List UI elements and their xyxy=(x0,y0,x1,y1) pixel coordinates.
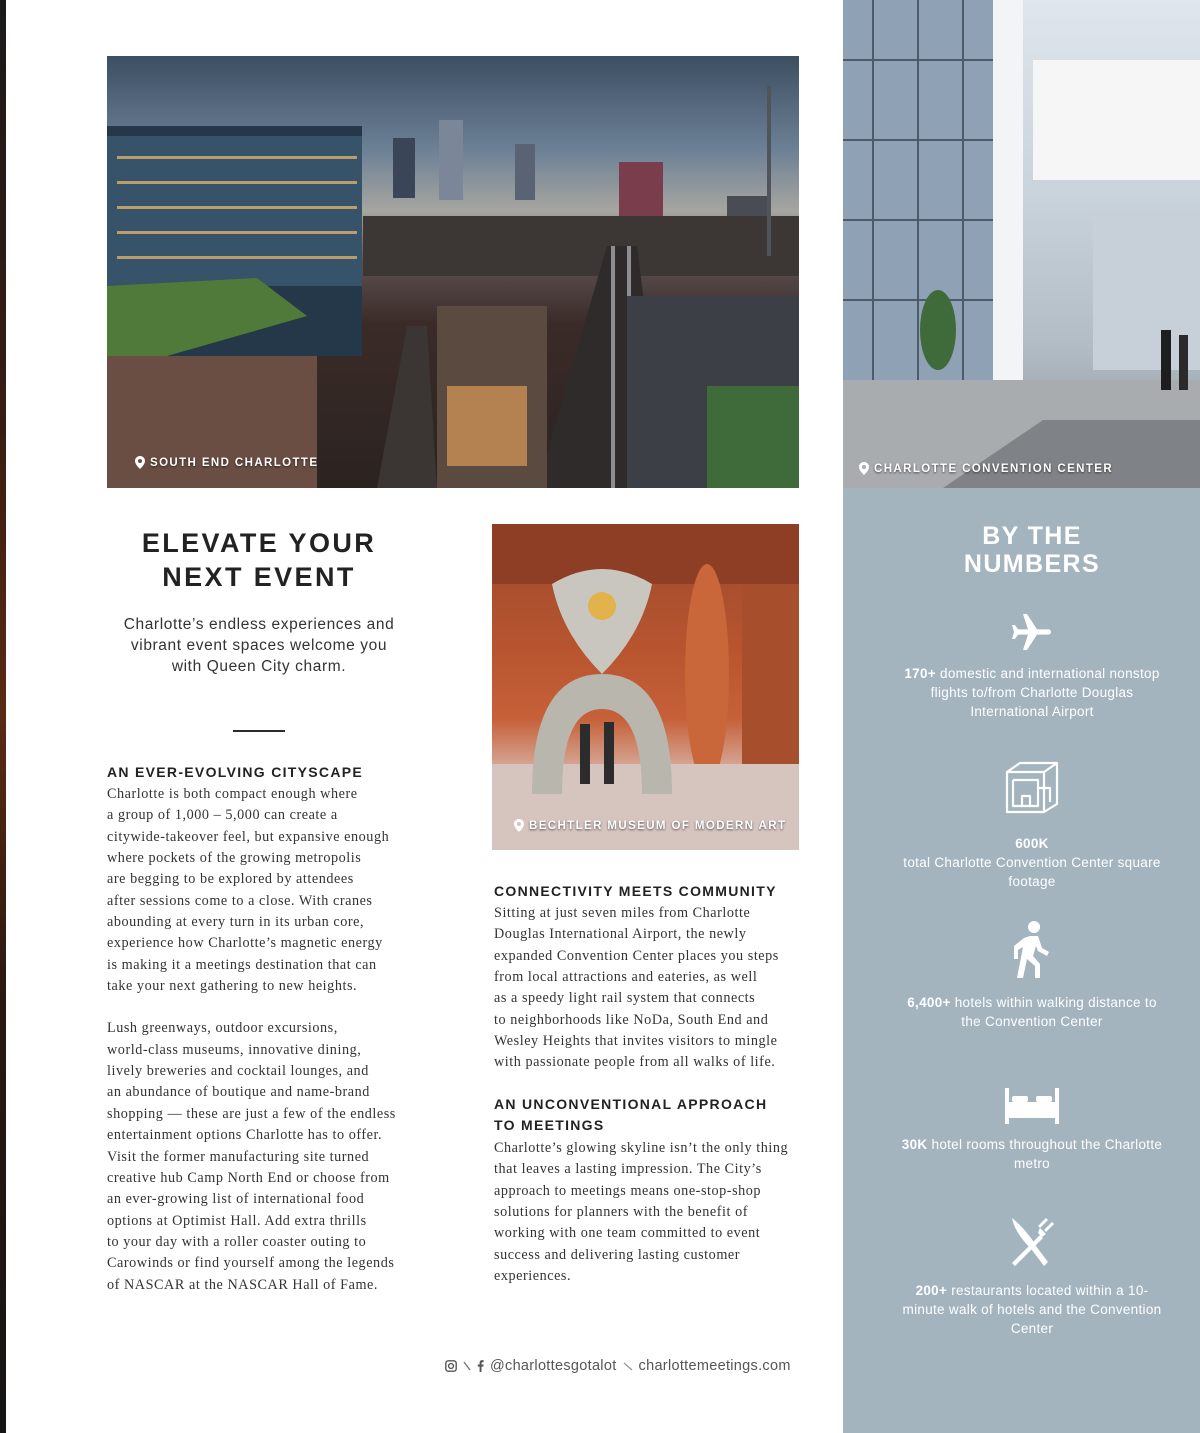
sidebar-title xyxy=(843,522,1200,578)
website-link[interactable]: charlottemeetings.com xyxy=(638,1358,791,1374)
connectivity-paragraph: Sitting at just seven miles from Charlotte Douglas International Airport, the newly expanded Convention Center places you steps from local attractions and eateries, as well as a speedy light rail system that connects to neighborhoods like NoDa, South End and Wesley Heights that invites visitors to mingle with passionate people from all walks of life. xyxy=(494,905,779,1071)
museum-photo-caption xyxy=(514,819,786,832)
convention-photo-caption xyxy=(859,462,1113,475)
stat-restaurants xyxy=(900,1281,1164,1338)
facebook-icon[interactable] xyxy=(477,1360,484,1372)
stat-hotels-text: hotels within walking distance to the Convention Center xyxy=(950,995,1157,1029)
walking-person-icon xyxy=(1014,920,1050,978)
stat-flights xyxy=(900,664,1164,721)
separator-icon xyxy=(623,1361,633,1371)
sidebar-title-line-2: NUMBERS xyxy=(963,550,1101,578)
cityscape-paragraph-1: Charlotte is both compact enough where a group of 1,000 – 5,000 can create a citywide-takeover feel, but expansive enough where pockets of the growing metropolis are begging to be explored by attendees after sessions come to a close. With cranes abounding at every turn in its urban core, experience how Charlotte’s magnetic energy is making it a meetings destination that can take your next gathering to new heights. xyxy=(107,786,390,995)
connectivity-heading: CONNECTIVITY MEETS COMMUNITY xyxy=(494,883,777,899)
south-end-skyline-photo xyxy=(107,56,799,488)
approach-body xyxy=(494,1138,814,1287)
bechtler-museum-photo xyxy=(492,524,799,850)
stat-restaurants-value: 200+ xyxy=(915,1283,948,1298)
cityscape-body xyxy=(107,784,427,1296)
stat-hotels-value: 6,400+ xyxy=(907,995,951,1010)
stat-restaurants-text: restaurants located within a 10-minute walk of hotels and the Convention Center xyxy=(902,1283,1162,1336)
cityscape-paragraph-2: Lush greenways, outdoor excursions, world-class museums, innovative dining, lively breweries and cocktail lounges, and an abundance of boutique and name-brand shopping — these are just a few of the endless entertainment options Charlotte has to offer. Visit the former manufacturing site turned creative hub Camp North End or choose from an ever-growing list of international food options at Optimist Hall. Add extra thrills to your day with a roller coaster outing to Carowinds or find yourself among the legends of NASCAR at the NASCAR Hall of Fame. xyxy=(107,1020,396,1293)
fork-knife-icon xyxy=(1006,1216,1058,1268)
bed-icon xyxy=(1004,1087,1060,1125)
location-pin-icon xyxy=(514,819,524,832)
approach-paragraph: Charlotte’s glowing skyline isn’t the only thing that leaves a lasting impression. The City’s approach to meetings means one-stop-shop solutions for planners with the benefit of working with one team committed to event success and delivering lasting customer experiences. xyxy=(494,1140,789,1285)
connectivity-body xyxy=(494,903,814,1074)
social-handle[interactable]: @charlottesgotalot xyxy=(490,1358,617,1374)
headline-line-1: ELEVATE YOUR xyxy=(141,528,377,558)
convention-interior-illustration xyxy=(843,0,1200,488)
page-footer xyxy=(445,1358,791,1374)
approach-heading-line-1: AN UNCONVENTIONAL APPROACH xyxy=(494,1096,768,1112)
firebird-sculpture-illustration xyxy=(492,524,799,850)
page-headline xyxy=(107,526,411,594)
stat-hotel-rooms-text: hotel rooms throughout the Charlotte metro xyxy=(927,1137,1163,1171)
convention-caption-text: CHARLOTTE CONVENTION CENTER xyxy=(874,462,1114,475)
stat-flights-text: domestic and international nonstop flights to/from Charlotte Douglas International Airport xyxy=(930,666,1160,719)
stat-hotels xyxy=(900,993,1164,1031)
cityscape-heading: AN EVER-EVOLVING CITYSCAPE xyxy=(107,764,364,780)
stat-flights-value: 170+ xyxy=(904,666,936,681)
page-edge-strip xyxy=(0,0,6,1433)
instagram-icon[interactable] xyxy=(445,1360,457,1372)
skyline-caption-text: SOUTH END CHARLOTTE xyxy=(150,456,319,469)
stat-hotel-rooms xyxy=(900,1135,1164,1173)
location-pin-icon xyxy=(135,456,145,469)
convention-center-photo xyxy=(843,0,1200,488)
section-divider xyxy=(233,730,285,732)
twitter-icon[interactable] xyxy=(463,1361,471,1371)
stat-square-footage-value: 600K xyxy=(1015,836,1049,851)
skyline-illustration xyxy=(107,56,799,488)
headline-line-2: NEXT EVENT xyxy=(162,562,356,592)
skyline-photo-caption xyxy=(135,456,318,469)
stat-square-footage xyxy=(900,834,1164,891)
building-icon xyxy=(1004,760,1060,814)
approach-heading-line-2: TO MEETINGS xyxy=(494,1117,605,1133)
approach-heading xyxy=(494,1094,767,1136)
intro-text: Charlotte’s endless experiences and vibrant event spaces welcome you with Queen City charm. xyxy=(123,616,395,675)
location-pin-icon xyxy=(859,462,869,475)
stat-hotel-rooms-value: 30K xyxy=(901,1137,928,1152)
stat-square-footage-text: total Charlotte Convention Center square footage xyxy=(903,855,1161,889)
sidebar-title-line-1: BY THE xyxy=(982,522,1082,550)
airplane-icon xyxy=(1010,612,1052,652)
museum-caption-text: BECHTLER MUSEUM OF MODERN ART xyxy=(529,819,787,832)
